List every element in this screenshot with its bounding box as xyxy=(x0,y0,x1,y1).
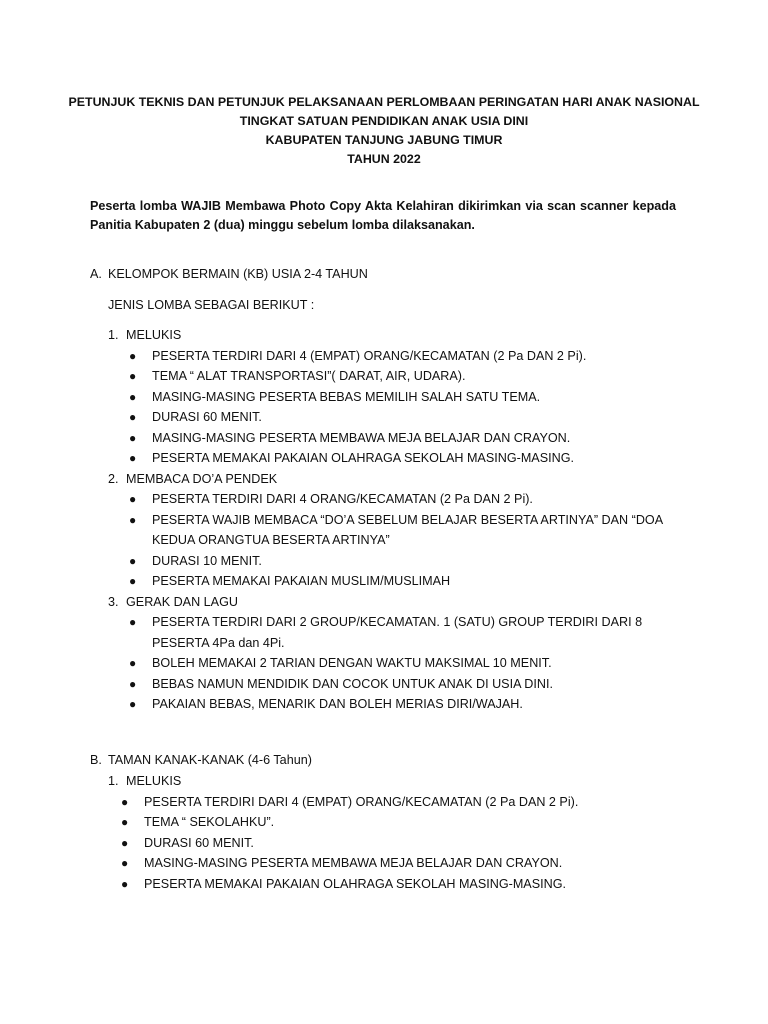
bullet-list xyxy=(108,346,688,469)
note-line-2: Panitia Kabupaten 2 (dua) minggu sebelum lomba dilaksanakan. xyxy=(90,218,475,232)
bullet-text: DURASI 60 MENIT. xyxy=(144,835,254,850)
bullet-icon: ● xyxy=(129,615,137,629)
bullet-icon: ● xyxy=(129,512,137,527)
bullet-item xyxy=(108,407,688,428)
bullet-icon: ● xyxy=(121,856,129,870)
section-a-title: KELOMPOK BERMAIN (KB) USIA 2-4 TAHUN xyxy=(108,267,368,281)
section-a-heading xyxy=(90,265,368,284)
bullet-icon: ● xyxy=(121,794,129,809)
bullet-text: PESERTA TERDIRI DARI 4 (EMPAT) ORANG/KECAMATAN (2 Pa DAN 2 Pi). xyxy=(144,794,579,809)
bullet-icon: ● xyxy=(129,389,137,404)
title-line-4: TAHUN 2022 xyxy=(347,152,421,166)
item-number: 3. xyxy=(108,594,119,609)
bullet-item xyxy=(108,510,688,551)
bullet-item xyxy=(108,674,688,695)
bullet-text: BEBAS NAMUN MENDIDIK DAN COCOK UNTUK ANAK DI USIA DINI. xyxy=(152,676,553,691)
bullet-text: PESERTA WAJIB MEMBACA “DO’A SEBELUM BELAJAR BESERTA ARTINYA” DAN “DOA KEDUA ORANGTUA BESERTA ARTINYA” xyxy=(152,512,663,547)
bullet-text: PESERTA MEMAKAI PAKAIAN OLAHRAGA SEKOLAH MASING-MASING. xyxy=(144,876,566,891)
bullet-item xyxy=(108,612,688,653)
bullet-list xyxy=(108,612,688,715)
bullet-icon: ● xyxy=(129,676,137,691)
bullet-icon: ● xyxy=(121,835,129,850)
bullet-text: PESERTA MEMAKAI PAKAIAN OLAHRAGA SEKOLAH MASING-MASING. xyxy=(152,451,574,465)
bullet-text: PESERTA MEMAKAI PAKAIAN MUSLIM/MUSLIMAH xyxy=(152,574,451,588)
bullet-icon: ● xyxy=(121,876,129,891)
bullet-item xyxy=(108,346,688,367)
bullet-text: PAKAIAN BEBAS, MENARIK DAN BOLEH MERIAS DIRI/WAJAH. xyxy=(152,697,523,711)
bullet-text: MASING-MASING PESERTA BEBAS MEMILIH SALAH SATU TEMA. xyxy=(152,389,541,404)
requirement-note xyxy=(90,197,676,235)
note-line-1: Peserta lomba WAJIB Membawa Photo Copy Akta Kelahiran dikirimkan via scan scanner kepada xyxy=(90,199,676,213)
section-a-list xyxy=(108,325,688,715)
bullet-icon: ● xyxy=(129,430,137,445)
item-title-text: MEMBACA DO’A PENDEK xyxy=(126,471,278,486)
section-b-heading xyxy=(90,751,312,770)
bullet-item xyxy=(108,551,688,572)
bullet-text: PESERTA TERDIRI DARI 4 ORANG/KECAMATAN (2 Pa DAN 2 Pi). xyxy=(152,492,533,506)
item-title-text: MELUKIS xyxy=(126,328,182,342)
bullet-icon: ● xyxy=(129,574,137,588)
bullet-item xyxy=(100,874,688,895)
bullet-icon: ● xyxy=(129,410,137,424)
bullet-list xyxy=(100,792,688,895)
bullet-text: BOLEH MEMAKAI 2 TARIAN DENGAN WAKTU MAKSIMAL 10 MENIT. xyxy=(152,656,552,670)
item-number: 2. xyxy=(108,471,119,486)
bullet-item xyxy=(100,792,688,813)
list-item-title xyxy=(108,325,688,346)
item-number: 1. xyxy=(108,328,119,342)
title-line-1: PETUNJUK TEKNIS DAN PETUNJUK PELAKSANAAN PERLOMBAAN PERINGATAN HARI ANAK NASIONAL xyxy=(68,95,700,109)
bullet-icon: ● xyxy=(129,553,137,568)
bullet-icon: ● xyxy=(129,451,137,465)
bullet-item xyxy=(108,571,688,592)
section-b-letter: B. xyxy=(90,753,102,767)
bullet-text: MASING-MASING PESERTA MEMBAWA MEJA BELAJAR DAN CRAYON. xyxy=(152,430,571,445)
section-b-title: TAMAN KANAK-KANAK (4-6 Tahun) xyxy=(108,753,312,767)
bullet-item xyxy=(108,489,688,510)
item-number: 1. xyxy=(108,774,119,788)
title-line-3: KABUPATEN TANJUNG JABUNG TIMUR xyxy=(265,133,503,147)
item-title-text: MELUKIS xyxy=(126,774,182,788)
bullet-item xyxy=(100,812,688,833)
bullet-text: PESERTA TERDIRI DARI 4 (EMPAT) ORANG/KECAMATAN (2 Pa DAN 2 Pi). xyxy=(152,348,587,363)
list-item-title xyxy=(108,469,688,490)
bullet-item xyxy=(108,366,688,387)
bullet-item xyxy=(100,833,688,854)
bullet-item xyxy=(108,428,688,449)
bullet-icon: ● xyxy=(129,348,137,363)
bullet-icon: ● xyxy=(129,697,137,711)
item-title-text: GERAK DAN LAGU xyxy=(126,594,238,609)
section-a-intro: JENIS LOMBA SEBAGAI BERIKUT : xyxy=(108,298,315,312)
document-title xyxy=(0,93,768,169)
bullet-text: TEMA “ ALAT TRANSPORTASI”( DARAT, AIR, UDARA). xyxy=(152,369,466,383)
bullet-icon: ● xyxy=(129,492,137,506)
bullet-icon: ● xyxy=(121,815,129,829)
bullet-list xyxy=(108,489,688,592)
bullet-text: MASING-MASING PESERTA MEMBAWA MEJA BELAJAR DAN CRAYON. xyxy=(144,856,563,870)
bullet-item xyxy=(108,653,688,674)
bullet-item xyxy=(108,387,688,408)
bullet-text: DURASI 60 MENIT. xyxy=(152,410,262,424)
bullet-item xyxy=(108,448,688,469)
bullet-icon: ● xyxy=(129,369,137,383)
list-item-title xyxy=(108,592,688,613)
section-a-letter: A. xyxy=(90,267,102,281)
bullet-item xyxy=(100,853,688,874)
section-b-list xyxy=(108,771,688,894)
bullet-icon: ● xyxy=(129,656,137,670)
bullet-text: PESERTA TERDIRI DARI 2 GROUP/KECAMATAN. 1 (SATU) GROUP TERDIRI DARI 8 PESERTA 4Pa dan 4Pi. xyxy=(152,615,643,650)
bullet-text: DURASI 10 MENIT. xyxy=(152,553,262,568)
bullet-item xyxy=(108,694,688,715)
list-item-title xyxy=(108,771,688,792)
bullet-text: TEMA “ SEKOLAHKU”. xyxy=(144,815,275,829)
title-line-2: TINGKAT SATUAN PENDIDIKAN ANAK USIA DINI xyxy=(239,114,529,128)
